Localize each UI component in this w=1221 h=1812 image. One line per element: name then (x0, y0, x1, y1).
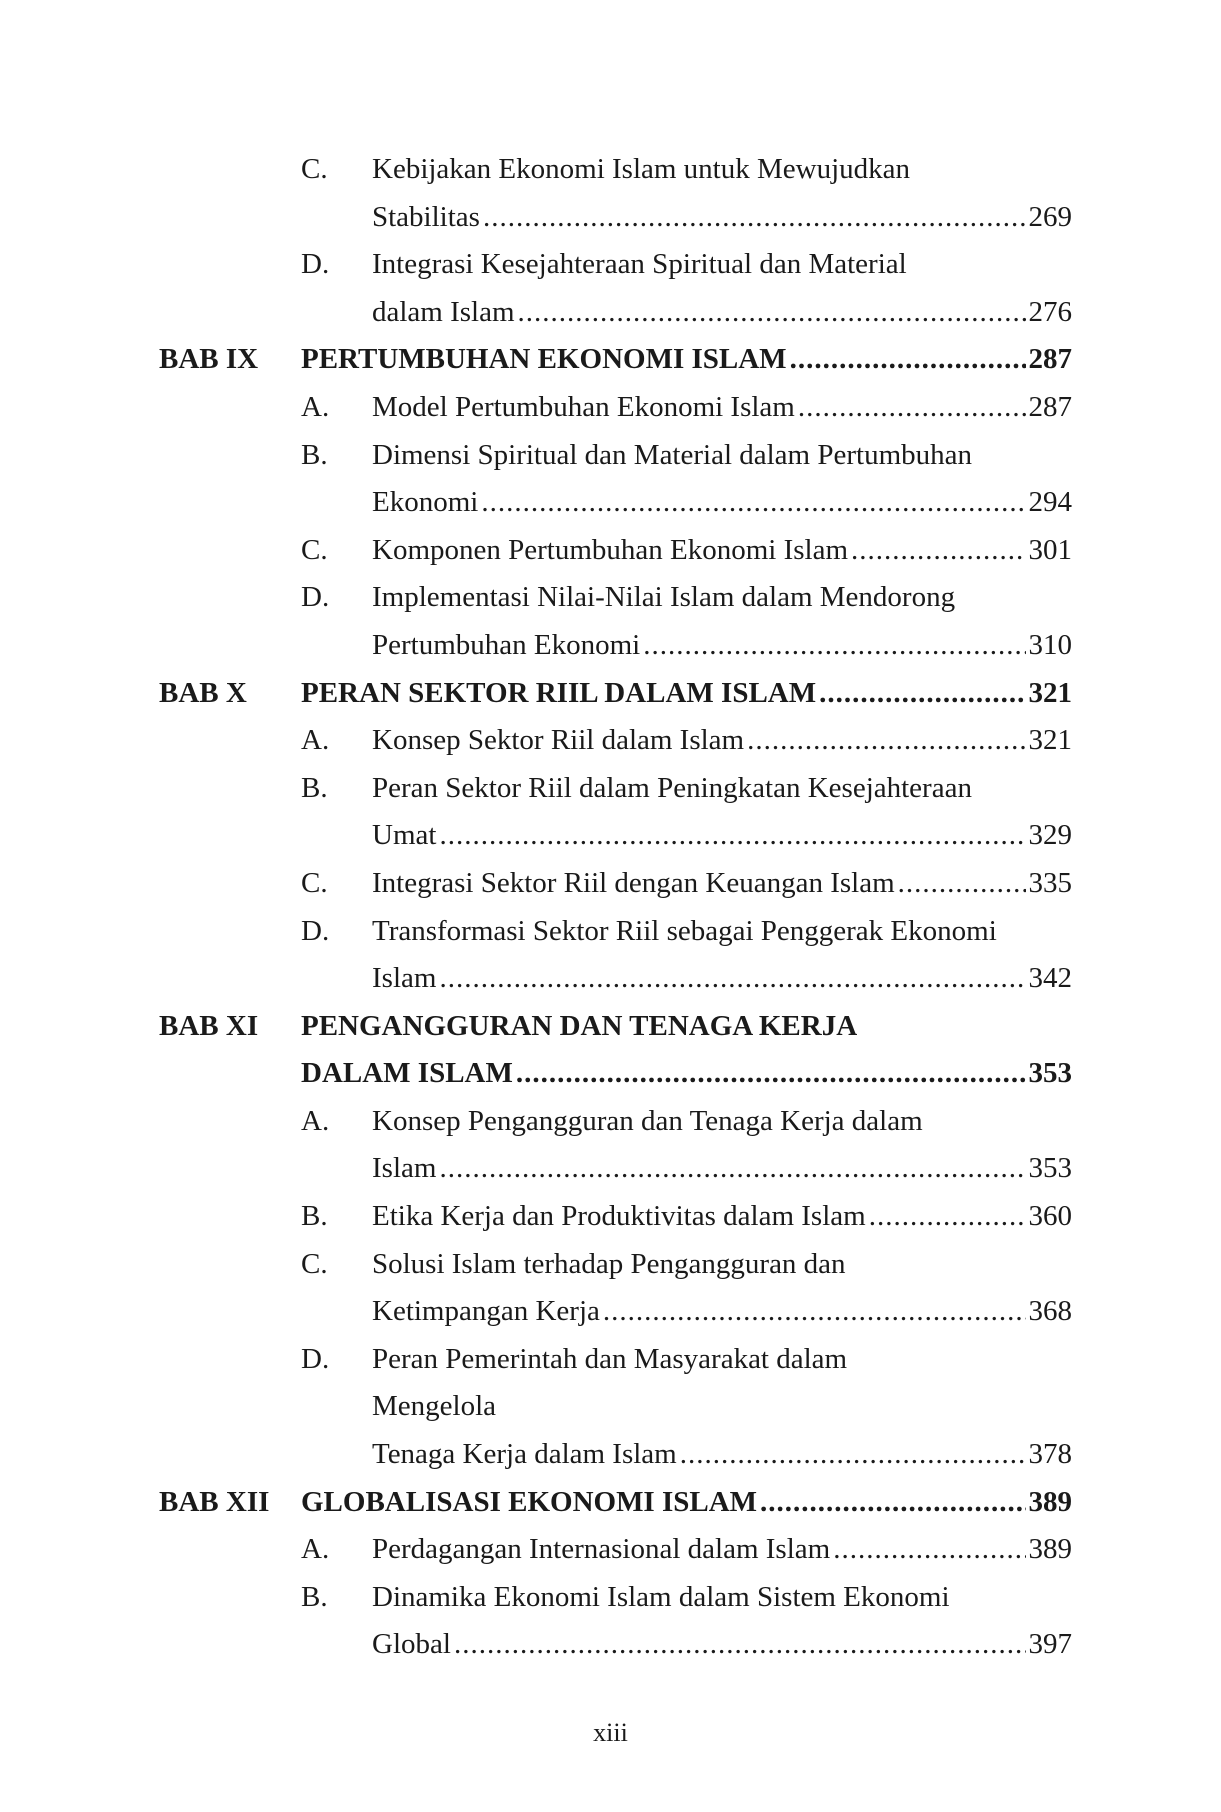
chapter-number: BAB XII (159, 1485, 270, 1518)
page-ref: 389 (1028, 1485, 1072, 1518)
toc-section-line (159, 1145, 1072, 1193)
toc-section-line (159, 622, 1072, 670)
section-title: Dimensi Spiritual dan Material dalam Pertumbuhan (372, 438, 973, 471)
section-letter: D. (301, 1342, 330, 1375)
section-entry (372, 1241, 1072, 1289)
section-title: Konsep Pengangguran dan Tenaga Kerja dalam (372, 1104, 923, 1137)
page-ref: 294 (1028, 486, 1072, 519)
dot-leader (483, 194, 1026, 242)
section-entry (372, 289, 1072, 337)
section-title: Integrasi Kesejahteraan Spiritual dan Material (372, 248, 907, 281)
dot-leader (643, 622, 1025, 670)
dot-leader (833, 1526, 1025, 1574)
section-entry (372, 1574, 1072, 1622)
page-ref: 389 (1028, 1533, 1072, 1566)
section-entry (372, 1098, 1072, 1146)
section-title: Komponen Pertumbuhan Ekonomi Islam (372, 533, 849, 566)
section-entry (372, 1336, 1072, 1384)
toc-section-line (159, 289, 1072, 337)
chapter-number: BAB XI (159, 1009, 259, 1042)
section-title: Etika Kerja dan Produktivitas dalam Islam (372, 1200, 866, 1233)
dot-leader (439, 955, 1025, 1003)
toc-section-line (159, 241, 1072, 289)
page-ref: 378 (1028, 1438, 1072, 1471)
toc-section-line (159, 527, 1072, 575)
page-ref: 335 (1028, 866, 1072, 899)
section-letter: D. (301, 581, 330, 614)
section-entry (372, 479, 1072, 527)
dot-leader (760, 1479, 1025, 1527)
dot-leader (680, 1431, 1026, 1479)
section-entry (372, 955, 1072, 1003)
chapter-entry (301, 1479, 1072, 1527)
section-entry (372, 1383, 1072, 1431)
chapter-number: BAB IX (159, 343, 259, 376)
toc-section-line (159, 1621, 1072, 1669)
toc-chapter-line (159, 1479, 1072, 1527)
section-letter: C. (301, 533, 328, 566)
section-title: Perdagangan Internasional dalam Islam (372, 1533, 831, 1566)
toc-section-line (159, 908, 1072, 956)
chapter-title: DALAM ISLAM (301, 1057, 513, 1090)
section-title: Implementasi Nilai-Nilai Islam dalam Mendorong (372, 581, 956, 614)
dot-leader (516, 1050, 1026, 1098)
chapter-title: PERAN SEKTOR RIIL DALAM ISLAM (301, 676, 817, 709)
toc-chapter-line (159, 1050, 1072, 1098)
section-title: Ekonomi (372, 486, 479, 519)
dot-leader (790, 336, 1026, 384)
section-title: Kebijakan Ekonomi Islam untuk Mewujudkan (372, 153, 911, 185)
toc-section-line (159, 1098, 1072, 1146)
dot-leader (439, 1145, 1025, 1193)
page-ref: 287 (1028, 390, 1072, 423)
section-title: Tenaga Kerja dalam Islam (372, 1438, 677, 1471)
chapter-entry (301, 670, 1072, 718)
section-letter: A. (301, 390, 330, 423)
toc-section-line (159, 955, 1072, 1003)
dot-leader (454, 1621, 1026, 1669)
page-ref: 342 (1028, 962, 1072, 995)
section-title: Global (372, 1628, 451, 1661)
dot-leader (439, 812, 1025, 860)
section-entry (372, 241, 1072, 289)
page-ref: 397 (1028, 1628, 1072, 1661)
toc-chapter-line (159, 1003, 1072, 1051)
section-title: Pertumbuhan Ekonomi (372, 628, 641, 661)
section-entry (372, 812, 1072, 860)
page-ref: 368 (1028, 1295, 1072, 1328)
dot-leader (869, 1193, 1026, 1241)
section-title: Peran Pemerintah dan Masyarakat dalam (372, 1342, 848, 1375)
section-letter: A. (301, 1104, 330, 1137)
page-ref: 360 (1028, 1200, 1072, 1233)
page-ref: 301 (1028, 533, 1072, 566)
section-entry (372, 860, 1072, 908)
section-title: Dinamika Ekonomi Islam dalam Sistem Ekonomi (372, 1580, 950, 1613)
toc-section-line (159, 432, 1072, 480)
section-title: Mengelola (372, 1390, 497, 1423)
section-entry (372, 1621, 1072, 1669)
dot-leader (898, 860, 1026, 908)
chapter-number: BAB X (159, 676, 247, 709)
section-title: Konsep Sektor Riil dalam Islam (372, 724, 745, 757)
section-title: Transformasi Sektor Riil sebagai Penggerak Ekonomi (372, 914, 997, 947)
toc-section-line (159, 146, 1072, 194)
section-letter: D. (301, 248, 330, 281)
chapter-title: PERTUMBUHAN EKONOMI ISLAM (301, 343, 787, 376)
section-entry (372, 527, 1072, 575)
section-entry (372, 432, 1072, 480)
section-entry (372, 194, 1072, 242)
section-letter: A. (301, 724, 330, 757)
section-title: Umat (372, 819, 437, 852)
section-title: Peran Sektor Riil dalam Peningkatan Kesejahteraan (372, 771, 972, 804)
toc-section-line (159, 765, 1072, 813)
chapter-entry (301, 1050, 1072, 1098)
toc-section-line (159, 1574, 1072, 1622)
section-entry (372, 717, 1072, 765)
section-title: dalam Islam (372, 295, 515, 328)
section-letter: C. (301, 866, 328, 899)
toc-section-line (159, 384, 1072, 432)
toc-section-line (159, 1526, 1072, 1574)
toc-section-line (159, 812, 1072, 860)
toc-section-line (159, 1431, 1072, 1479)
toc-section-line (159, 1193, 1072, 1241)
page-ref: 321 (1028, 676, 1072, 709)
dot-leader (798, 384, 1026, 432)
toc-chapter-line (159, 336, 1072, 384)
page-ref: 310 (1028, 628, 1072, 661)
section-letter: C. (301, 1247, 328, 1280)
dot-leader (747, 717, 1025, 765)
table-of-contents (159, 146, 1072, 1669)
section-entry (372, 146, 1072, 194)
section-letter: B. (301, 771, 328, 804)
section-entry (372, 1145, 1072, 1193)
section-entry (372, 574, 1072, 622)
section-letter: C. (301, 153, 328, 185)
section-letter: B. (301, 1200, 328, 1233)
section-title: Integrasi Sektor Riil dengan Keuangan Islam (372, 866, 895, 899)
section-entry (372, 765, 1072, 813)
section-entry (372, 1288, 1072, 1336)
section-letter: A. (301, 1533, 330, 1566)
toc-section-line (159, 1288, 1072, 1336)
section-title: Solusi Islam terhadap Pengangguran dan (372, 1247, 846, 1280)
toc-section-line (159, 860, 1072, 908)
section-title: Model Pertumbuhan Ekonomi Islam (372, 390, 795, 423)
section-letter: B. (301, 438, 328, 471)
toc-section-line (159, 717, 1072, 765)
section-title: Stabilitas (372, 200, 480, 233)
dot-leader (481, 479, 1025, 527)
page-ref: 321 (1028, 724, 1072, 757)
chapter-entry (301, 1003, 1072, 1051)
dot-leader (603, 1288, 1026, 1336)
section-entry (372, 384, 1072, 432)
page-ref: 353 (1028, 1152, 1072, 1185)
toc-section-line (159, 479, 1072, 527)
toc-section-line (159, 1241, 1072, 1289)
section-title: Islam (372, 1152, 437, 1185)
section-letter: D. (301, 914, 330, 947)
toc-section-line (159, 574, 1072, 622)
page-ref: 287 (1028, 343, 1072, 376)
toc-section-line (159, 1336, 1072, 1384)
toc-section-line (159, 1383, 1072, 1431)
toc-chapter-line (159, 670, 1072, 718)
section-title: Islam (372, 962, 437, 995)
page-ref: 276 (1028, 295, 1072, 328)
page-number: xiii (593, 1718, 628, 1747)
section-letter: B. (301, 1580, 328, 1613)
page-ref: 353 (1028, 1057, 1072, 1090)
page-ref: 329 (1028, 819, 1072, 852)
section-entry (372, 622, 1072, 670)
chapter-title: GLOBALISASI EKONOMI ISLAM (301, 1485, 758, 1518)
section-entry (372, 1193, 1072, 1241)
dot-leader (518, 289, 1026, 337)
chapter-entry (301, 336, 1072, 384)
chapter-title: PENGANGGURAN DAN TENAGA KERJA (301, 1009, 858, 1042)
section-title: Ketimpangan Kerja (372, 1295, 600, 1328)
page-ref: 269 (1028, 200, 1072, 233)
section-entry (372, 908, 1072, 956)
toc-section-line (159, 194, 1072, 242)
dot-leader (851, 527, 1025, 575)
section-entry (372, 1526, 1072, 1574)
dot-leader (819, 670, 1025, 718)
section-entry (372, 1431, 1072, 1479)
